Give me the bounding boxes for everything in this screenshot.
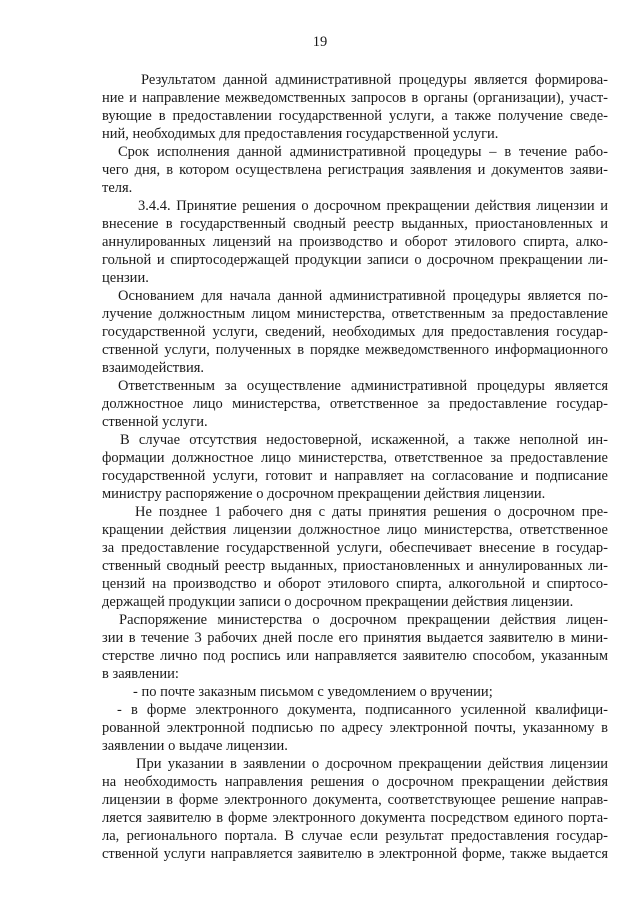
text-line: в заявлении: (102, 666, 179, 682)
text-line: ственной услуги направляется заявителю в электронной форме, также выдается (102, 846, 608, 862)
text-line: рованной электронной подписью по адресу электронной почты, указанному в (102, 720, 608, 736)
text-line: на необходимость направления решения о досрочном прекращении действия (102, 774, 608, 790)
text-line: лицензии в форме электронного документа, соответствующее решение направ- (102, 792, 608, 808)
text-line: министру распоряжение о досрочном прекращении действия лицензии. (102, 486, 546, 502)
text-line: теля. (102, 180, 133, 196)
text-line: При указании в заявлении о досрочном прекращении действия лицензии (136, 756, 608, 772)
text-line: В случае отсутствия недостоверной, искаженной, а также неполной ин- (120, 432, 608, 448)
text-line: ляется заявителю в форме электронного документа посредством единого порта- (102, 810, 608, 826)
page-number: 19 (312, 34, 328, 50)
text-line: цензий на производство и оборот этилового спирта, алкогольной и спиртосо- (102, 576, 608, 592)
text-line: Ответственным за осуществление административной процедуры является (118, 378, 608, 394)
text-line: ние и направление межведомственных запросов в органы (организации), участ- (102, 90, 608, 106)
text-line: зии в течение 3 рабочих дней после его принятия выдается заявителю в мини- (102, 630, 608, 646)
text-line: лучение должностным лицом министерства, ответственным за предоставление (102, 306, 608, 322)
text-line: государственной услуги, готовит и направляет на согласование и подписание (102, 468, 608, 484)
text-line: аннулированных лицензий на производство и оборот этилового спирта, алко- (102, 234, 608, 250)
text-line: заявлении о выдаче лицензии. (102, 738, 288, 754)
text-line: 3.4.4. Принятие решения о досрочном прекращении действия лицензии и (138, 198, 608, 214)
text-line: Распоряжение министерства о досрочном прекращении действия лицен- (119, 612, 608, 628)
list-item: - по почте заказным письмом с уведомлением о вручении; (133, 684, 493, 700)
list-item: - в форме электронного документа, подписанного усиленной квалифици- (117, 702, 608, 718)
text-line: вующие в предоставлении государственной услуги, а также получение сведе- (102, 108, 608, 124)
text-line: чего дня, в котором осуществлена регистрация заявления и документов заяви- (102, 162, 608, 178)
text-line: за предоставление государственной услуги, обеспечивает внесение в государ- (102, 540, 608, 556)
text-line: Срок исполнения данной административной процедуры – в течение рабо- (118, 144, 608, 160)
text-line: Не позднее 1 рабочего дня с даты принятия решения о досрочном пре- (135, 504, 608, 520)
text-line: внесение в государственный сводный реестр выданных, приостановленных и (102, 216, 608, 232)
text-line: стерстве лично под роспись или направляется заявителю способом, указанным (102, 648, 608, 664)
text-line: ственной услуги, полученных в порядке межведомственного информационного (102, 342, 608, 358)
text-line: ственный сводный реестр выданных, приостановленных и аннулированных ли- (102, 558, 608, 574)
text-line: ний, необходимых для предоставления государственной услуги. (102, 126, 499, 142)
text-line: цензии. (102, 270, 149, 286)
text-line: Результатом данной административной процедуры является формирова- (141, 72, 608, 88)
text-line: должностное лицо министерства, ответственное за предоставление государ- (102, 396, 608, 412)
text-line: взаимодействия. (102, 360, 205, 376)
text-line: государственной услуги, сведений, необходимых для предоставления государ- (102, 324, 608, 340)
text-line: ла, регионального портала. В случае если результат предоставления государ- (102, 828, 608, 844)
text-line: Основанием для начала данной административной процедуры является по- (118, 288, 608, 304)
text-line: формации должностное лицо министерства, ответственное за предоставление (102, 450, 608, 466)
text-line: держащей продукции записи о досрочном прекращении действия лицензии. (102, 594, 574, 610)
text-line: гольной и спиртосодержащей продукции записи о досрочном прекращении ли- (102, 252, 608, 268)
text-line: ственной услуги. (102, 414, 208, 430)
text-line: кращении действия лицензии должностное лицо министерства, ответственное (102, 522, 608, 538)
